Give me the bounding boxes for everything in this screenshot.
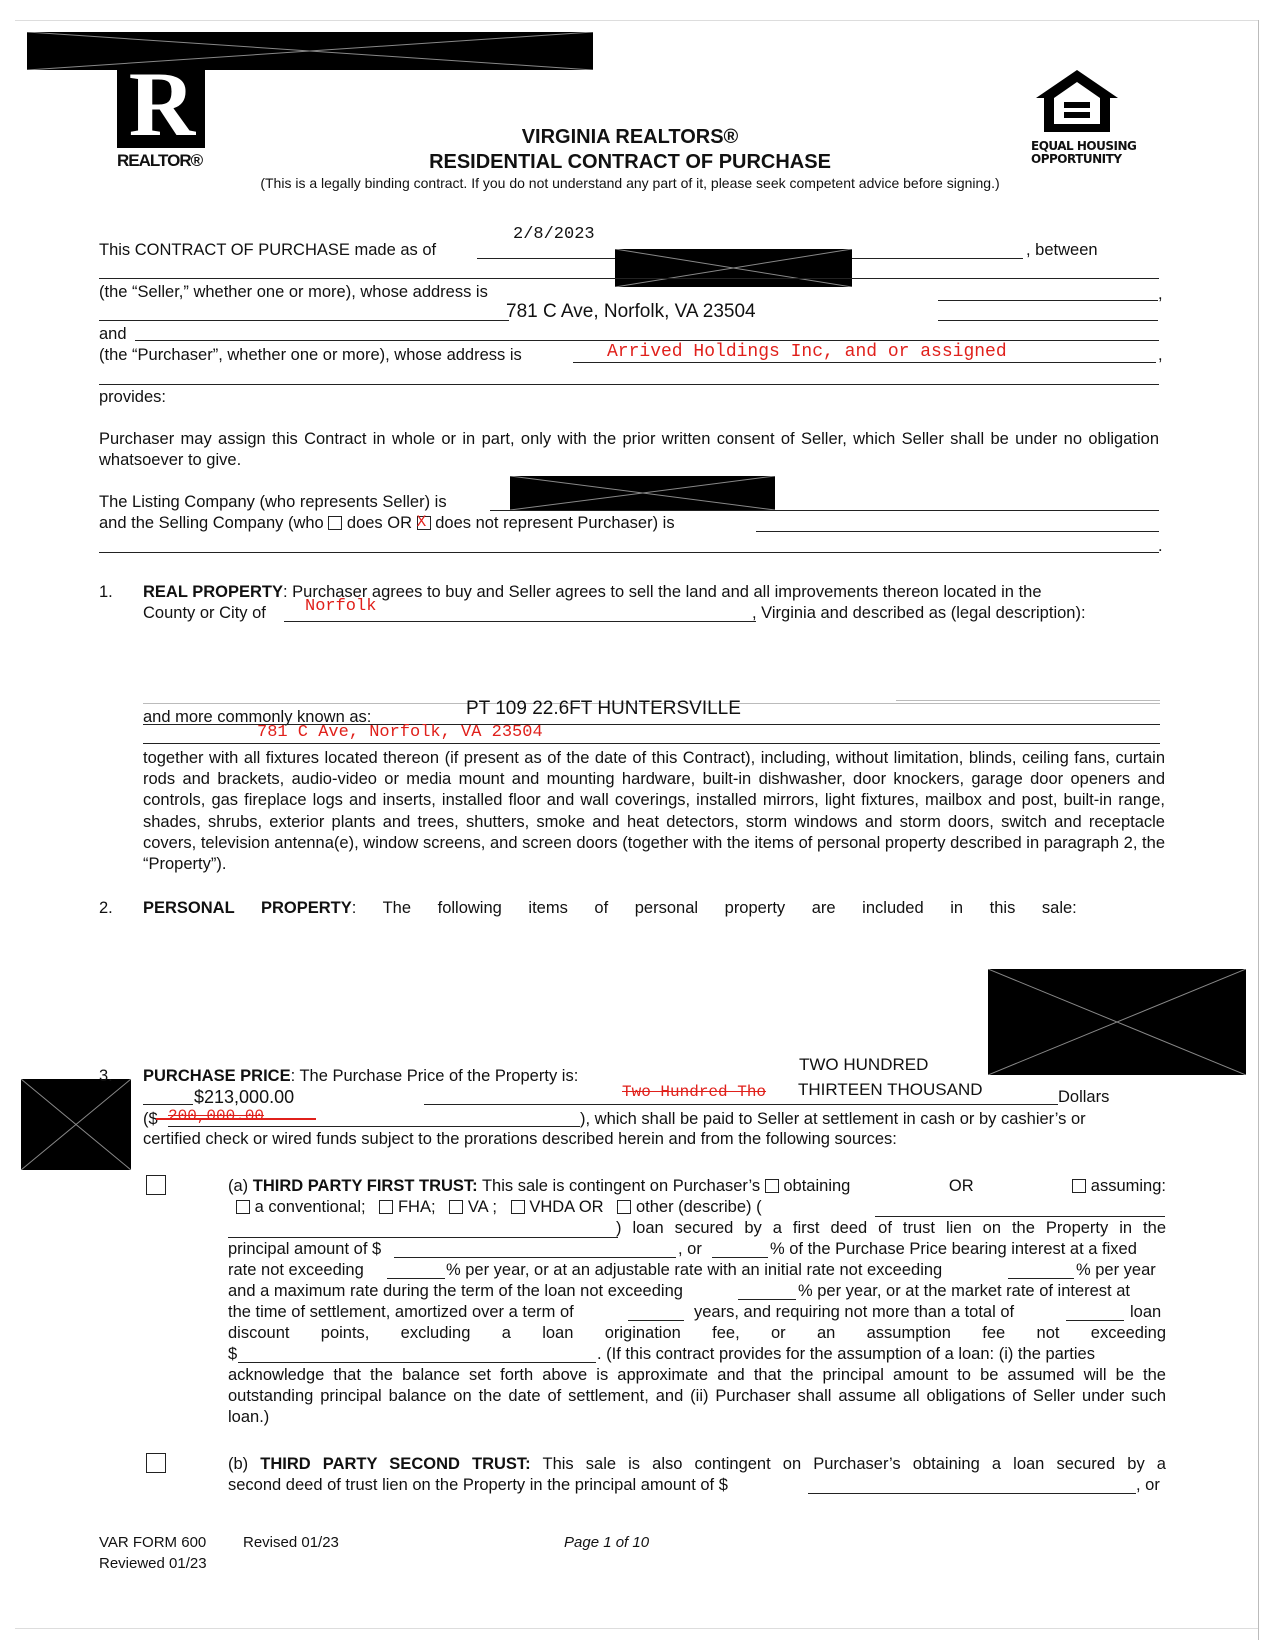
selling-company-text-c: does not represent Purchaser) is — [435, 514, 675, 532]
section3-heading: PURCHASE PRICE — [143, 1067, 291, 1085]
price-struck-underline — [156, 1118, 316, 1120]
section1-heading: REAL PROPERTY — [143, 583, 283, 601]
price-struck-amount: 200,000.00 — [168, 1107, 265, 1125]
seller-address-line-2 — [938, 320, 1158, 321]
price-amount: $213,000.00 — [194, 1087, 295, 1107]
purchaser-line — [573, 362, 1156, 363]
assuming-group — [1072, 1176, 1166, 1197]
house-icon — [1030, 68, 1125, 138]
first-trust-heading: THIRD PARTY FIRST TRUST: — [252, 1177, 478, 1195]
assuming-label: assuming: — [1090, 1177, 1166, 1195]
section1-text-a: : Purchaser agrees to buy and Seller agrees to sell the land and all improvements thereon located in the — [282, 583, 1042, 601]
contract-date: 2/8/2023 — [513, 225, 595, 244]
section3-line1 — [143, 1066, 578, 1087]
price-words-line — [424, 1104, 1058, 1105]
first-trust-lead — [228, 1176, 850, 1197]
address-line — [143, 743, 1160, 744]
listing-company-line — [490, 510, 1159, 511]
first-trust-line6b: % per year, or at the market rate of interest at — [798, 1282, 1130, 1300]
and-label: and — [99, 325, 127, 343]
seller-line — [99, 278, 1159, 279]
eho-label-1: EQUAL HOUSING — [1031, 139, 1137, 153]
page-bottom-edge — [15, 1628, 1258, 1629]
section1-number: 1. — [99, 583, 113, 601]
first-trust-line4b: , or — [678, 1240, 702, 1258]
first-trust-line9a: $ — [228, 1345, 238, 1363]
first-trust-line7b: years, and requiring not more than a total of — [694, 1303, 1015, 1321]
second-trust-checkbox[interactable] — [146, 1453, 166, 1473]
first-trust-checkbox[interactable] — [146, 1175, 166, 1195]
conventional-label: a conventional; — [254, 1198, 366, 1216]
first-trust-line3: ) loan secured by a first deed of trust lien on the Property in the — [616, 1219, 1166, 1237]
realtor-label: REALTOR® — [117, 151, 203, 170]
section3-text-a: : The Purchase Price of the Property is: — [290, 1067, 579, 1085]
made-as-of-label: This CONTRACT OF PURCHASE made as of — [99, 241, 437, 259]
first-trust-line4a: principal amount of $ — [228, 1240, 382, 1258]
redaction-left-box — [21, 1079, 131, 1170]
first-trust-line7a: the time of settlement, amortized over a term of — [228, 1303, 574, 1321]
other-label: other (describe) ( — [635, 1198, 762, 1216]
section1-line1 — [143, 582, 1165, 603]
section2-line — [143, 898, 1165, 919]
other-checkbox[interactable] — [617, 1200, 631, 1214]
first-trust-line5c: % per year — [1076, 1261, 1156, 1279]
va-checkbox[interactable] — [449, 1200, 463, 1214]
fixed-rate-line — [387, 1278, 445, 1279]
vhda-checkbox[interactable] — [511, 1200, 525, 1214]
selling-company-line-2 — [99, 552, 1159, 553]
selling-company-label — [99, 513, 675, 534]
and-line — [135, 340, 1159, 341]
known-as-label: and more commonly known as: — [143, 708, 372, 726]
selling-company-text-a: and the Selling Company (who — [99, 514, 324, 532]
provides-label: provides: — [99, 388, 166, 406]
purchaser-comma: , — [1158, 346, 1163, 364]
footer-form: VAR FORM 600 — [99, 1534, 207, 1551]
property-address: 781 C Ave, Norfolk, VA 23504 — [257, 723, 543, 742]
purchaser-address-label: (the “Purchaser”, whether one or more), whose address is — [99, 346, 522, 364]
first-trust-line1 — [228, 1176, 1166, 1197]
virginia-text: , Virginia and described as (legal description): — [752, 604, 1086, 622]
between-label: , between — [1026, 241, 1098, 259]
seller-address-line — [99, 320, 509, 321]
seller-address-label: (the “Seller,” whether one or more), whose address is — [99, 283, 488, 301]
seller-address-comma: , — [1158, 285, 1163, 303]
obtaining-label: obtaining — [783, 1177, 851, 1195]
va-label: VA ; — [467, 1198, 497, 1216]
section3-text-b: ), which shall be paid to Seller at settlement in cash or by cashier’s or — [580, 1110, 1086, 1128]
does-not-represent-check: X — [416, 513, 427, 531]
price-dollars-label: Dollars — [1058, 1088, 1110, 1106]
selling-company-text-b: does OR — [346, 514, 413, 532]
page-title-line1: VIRGINIA REALTORS® — [521, 126, 739, 148]
section3-text-c: certified check or wired funds subject to the prorations described herein and from the following sources: — [143, 1130, 897, 1148]
section3-number: 3. — [99, 1067, 113, 1085]
redaction-seller — [615, 249, 852, 287]
county-value: Norfolk — [305, 597, 377, 616]
listing-company-label: The Listing Company (who represents Seller) is — [99, 493, 447, 511]
seller-address-line-right — [938, 300, 1158, 301]
redaction-right-box — [988, 969, 1246, 1075]
term-years-line — [628, 1320, 684, 1321]
price-words-upper: TWO HUNDRED — [799, 1055, 929, 1074]
legal-desc-line-top — [896, 700, 1160, 701]
section2-number: 2. — [99, 899, 113, 917]
price-words-main: THIRTEEN THOUSAND — [798, 1080, 983, 1099]
eho-label-2: OPPORTUNITY — [1031, 152, 1122, 166]
seller-address-value: 781 C Ave, Norfolk, VA 23504 — [506, 301, 756, 322]
footer-reviewed: Reviewed 01/23 — [99, 1555, 207, 1572]
first-trust-line5b: % per year, or at an adjustable rate with an initial rate not exceeding — [446, 1261, 943, 1279]
section2-heading: PERSONAL PROPERTY — [143, 899, 352, 917]
first-trust-line4c: % of the Purchase Price bearing interest at a fixed — [770, 1240, 1137, 1258]
second-trust-text1: This sale is also contingent on Purchaser’s obtaining a loan secured by a — [542, 1455, 1166, 1473]
initial-rate-line — [1008, 1278, 1074, 1279]
fixtures-paragraph: together with all fixtures located thereon (if present as of the date of this Contract), including, without limitation, blinds, ceiling fans, curtain rods and brackets, audio-video or media mount and mounting hardware, built-in dishwasher, door knockers, garage door openers and controls, gas fireplace logs and inserts, installed floor and wall coverings, installed mirrors, light fixtures, mailbox and post, built-in range, shades, shrubs, exterior plants and trees, shutters, smoke and heat detectors, storm windows and storm doors, switch and receptacle covers, television antenna(e), window screens, and screen doors (together with the items of personal property described in paragraph 2, the “Property”). — [143, 749, 1165, 874]
second-trust-heading: THIRD PARTY SECOND TRUST: — [260, 1455, 531, 1473]
second-trust-line2a: second deed of trust lien on the Property in the principal amount of $ — [228, 1476, 728, 1494]
purchaser-line-2 — [99, 384, 1159, 385]
county-label: County or City of — [143, 604, 266, 622]
first-trust-label: (a) — [228, 1177, 249, 1195]
first-trust-line7c: loan — [1130, 1303, 1162, 1321]
footer-revised: Revised 01/23 — [243, 1534, 339, 1551]
first-trust-line5a: rate not exceeding — [228, 1261, 364, 1279]
page-subtitle: (This is a legally binding contract. If you do not understand any part of it, please seek competent advice before signing.) — [260, 175, 1000, 191]
redaction-listing-company — [510, 476, 775, 510]
assuming-checkbox[interactable] — [1072, 1179, 1086, 1193]
conventional-checkbox[interactable] — [236, 1200, 250, 1214]
page-title-line2: RESIDENTIAL CONTRACT OF PURCHASE — [429, 151, 831, 173]
loan-type-line — [236, 1197, 762, 1218]
price-amount-line — [143, 1104, 193, 1105]
fha-checkbox[interactable] — [379, 1200, 393, 1214]
second-trust-line1 — [228, 1454, 1166, 1475]
realtor-logo — [117, 53, 205, 155]
principal-amount-line — [394, 1257, 676, 1258]
max-rate-line — [738, 1299, 796, 1300]
first-trust-text1: This sale is contingent on Purchaser’s — [481, 1177, 761, 1195]
does-not-represent-checkbox[interactable] — [416, 513, 431, 531]
loan-describe-line — [228, 1237, 618, 1238]
percent-price-line — [712, 1257, 768, 1258]
selling-company-line — [756, 531, 1159, 532]
assign-paragraph: Purchaser may assign this Contract in whole or in part, only with the prior written consent of Seller, which Seller shall be under no obligation whatsoever to give. — [99, 430, 1159, 470]
county-line — [284, 621, 756, 622]
assumption-fee-line — [238, 1362, 596, 1363]
first-trust-line9b: . (If this contract provides for the assumption of a loan: (i) the parties — [597, 1345, 1095, 1363]
purchaser-name: Arrived Holdings Inc, and or assigned — [607, 342, 1007, 362]
redaction-banner — [27, 32, 593, 70]
price-figures-line — [168, 1126, 580, 1127]
page-top-edge — [15, 20, 1258, 21]
price-words-struck: Two Hundred Tho — [622, 1083, 767, 1101]
section2-text: : The following items of personal property are included in this sale: — [351, 899, 1077, 917]
legal-description: PT 109 22.6FT HUNTERSVILLE — [466, 698, 741, 719]
other-describe-line — [875, 1216, 1165, 1217]
equal-housing-logo — [1030, 68, 1125, 138]
second-trust-label: (b) — [228, 1455, 249, 1473]
first-trust-line8: discount points, excluding a loan origination fee, or an assumption fee not exceeding — [228, 1324, 1166, 1342]
price-paren-open: ($ — [143, 1110, 158, 1128]
footer-page-number: Page 1 of 10 — [564, 1534, 650, 1551]
first-trust-or: OR — [948, 1177, 974, 1195]
vhda-label: VHDA OR — [529, 1198, 604, 1216]
does-represent-checkbox[interactable] — [328, 516, 342, 530]
first-trust-line6a: and a maximum rate during the term of the loan not exceeding — [228, 1282, 683, 1300]
page-right-edge — [1258, 20, 1259, 1640]
realtor-logo-mark: R — [128, 53, 196, 155]
discount-points-line — [1066, 1320, 1124, 1321]
second-trust-amount-line — [808, 1493, 1136, 1494]
first-trust-rest: acknowledge that the balance set forth above is approximate and that the principal amount to be assumed will be the outstanding principal balance on the date of settlement, and (ii) Purchaser shall assume all obligations of Seller under such loan.) — [228, 1366, 1166, 1427]
second-trust-line2b: , or — [1136, 1476, 1160, 1494]
obtaining-checkbox[interactable] — [765, 1179, 779, 1193]
selling-company-period: . — [1158, 537, 1163, 555]
fha-label: FHA; — [397, 1198, 436, 1216]
